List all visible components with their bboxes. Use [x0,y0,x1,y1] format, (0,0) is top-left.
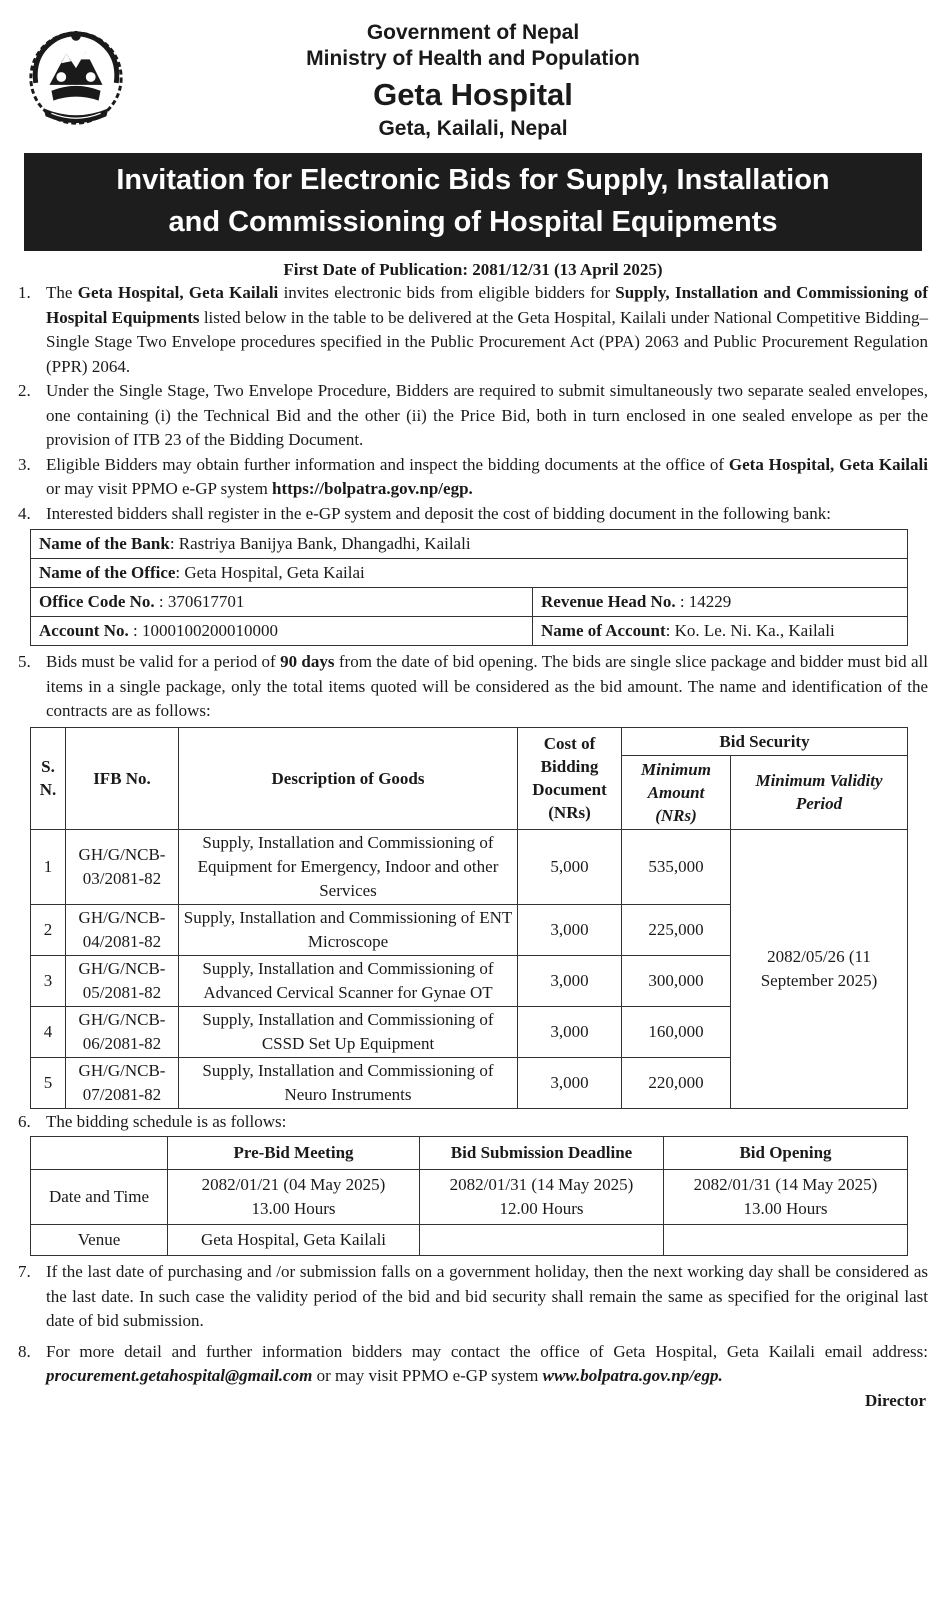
clause-2 [18,379,928,453]
cell-amount: 300,000 [622,955,731,1006]
office-code-cell: Office Code No. : 370617701 [31,588,533,617]
table-row [31,829,908,904]
table-row [31,617,908,646]
cell-description: Supply, Installation and Commissioning of ENT Microscope [179,904,518,955]
cell-description: Supply, Installation and Commissioning of CSSD Set Up Equipment [179,1006,518,1057]
cell-amount: 220,000 [622,1057,731,1108]
clause-text: Bids must be valid for a period of 90 days from the date of bid opening. The bids are single slice package and bidder must bid all items in a single package, only the total items quoted will be considered as the bid amount. The name and identification of the contracts are as follows: [46,652,928,720]
clause-text: Under the Single Stage, Two Envelope Procedure, Bidders are required to submit simultaneously two separate sealed envelopes, one containing (i) the Technical Bid and the other (ii) the Price Bid, both in turn enclosed in one sealed envelope as per the provision of ITB 23 of the Bidding Document. [46,381,928,449]
header-description: Description of Goods [179,727,518,829]
clause-7 [18,1260,928,1334]
cell-amount: 160,000 [622,1006,731,1057]
cell-cost: 3,000 [518,904,622,955]
cell-amount: 535,000 [622,829,731,904]
header-submission: Bid Submission Deadline [420,1137,664,1170]
header-prebid: Pre-Bid Meeting [168,1137,420,1170]
clause-text: The bidding schedule is as follows: [46,1111,287,1131]
row-label-date-time: Date and Time [31,1170,168,1225]
table-header-row [31,727,908,755]
cell-sn: 3 [31,955,66,1006]
cell-amount: 225,000 [622,904,731,955]
hospital-location: Geta, Kailali, Nepal [378,117,568,140]
cell-description: Supply, Installation and Commissioning of Neuro Instruments [179,1057,518,1108]
clause-number: 2. [18,381,31,400]
bank-name-cell: Name of the Bank: Rastriya Banijya Bank, Dhangadhi, Kailali [31,530,908,559]
cell-ifb: GH/G/NCB-03/2081-82 [66,829,179,904]
venue-empty-cell [420,1225,664,1256]
cell-cost: 5,000 [518,829,622,904]
banner-line-1: Invitation for Electronic Bids for Supply, Installation [116,164,830,196]
notice-page [18,14,928,1411]
clause-number: 5. [18,652,31,671]
cell-sn: 5 [31,1057,66,1108]
header-text [18,20,928,142]
publication-date: First Date of Publication: 2081/12/31 (13 April 2025) [283,260,663,279]
signature-director: Director [864,1390,926,1410]
clause-number: 8. [18,1341,31,1361]
clause-8 [18,1340,928,1389]
header-sn: S. N. [31,727,66,829]
cell-sn: 4 [31,1006,66,1057]
clause-1 [18,281,928,379]
egp-link[interactable]: https://bolpatra.gov.np/egp. [272,479,473,498]
clause-text: Eligible Bidders may obtain further information and inspect the bidding documents at the office of Geta Hospital, Geta Kailali or may visit PPMO e-GP system https://bolpatra.gov.np/egp. [46,454,928,498]
cell-ifb: GH/G/NCB-06/2081-82 [66,1006,179,1057]
header-opening: Bid Opening [664,1137,908,1170]
banner-line-2: and Commissioning of Hospital Equipments [168,206,778,238]
cell-ifb: GH/G/NCB-04/2081-82 [66,904,179,955]
email-link[interactable]: procurement.getahospital@gmail.com [46,1366,313,1385]
clause-text: For more detail and further information bidders may contact the office of Geta Hospital, Geta Kailali email address: procurement.getahospital@gmail.com or may visit PPMO e-GP system www.bolpatra.gov.np/egp. [46,1341,928,1385]
cell-validity: 2082/05/26 (11 September 2025) [731,829,908,1108]
submission-cell: 2082/01/31 (14 May 2025) 12.00 Hours [420,1170,664,1225]
clause-number: 3. [18,454,31,474]
cell-description: Supply, Installation and Commissioning of Advanced Cervical Scanner for Gynae OT [179,955,518,1006]
header-cost: Cost of Bidding Document (NRs) [518,727,622,829]
notice-title-banner [24,153,922,251]
header-bid-security: Bid Security [622,727,908,755]
clause-4 [18,502,928,527]
row-label-venue: Venue [31,1225,168,1256]
hospital-name: Geta Hospital [373,77,573,112]
clause-3 [18,453,928,502]
clause-number: 4. [18,503,31,523]
table-row [31,559,908,588]
clause-text: The Geta Hospital, Geta Kailali invites electronic bids from eligible bidders for Supply, Installation and Commissioning of Hospital Equipments listed below in the table to be delivered at the Geta Hospital, Kailali under National Competitive Bidding–Single Stage Two Envelope procedures specified in the Public Procurement Act (PPA) 2063 and Public Procurement Regulation (PPR) 2064. [46,283,928,376]
venue-empty-cell [664,1225,908,1256]
clause-6 [18,1110,928,1135]
table-row [31,588,908,617]
bidding-schedule-table [30,1136,908,1256]
header-min-validity: Minimum Validity Period [731,755,908,829]
goods-table [30,727,908,1109]
clause-text: If the last date of purchasing and /or submission falls on a government holiday, then the next working day shall be considered as the last date. In such case the validity period of the bid and bid security shall remain the same as specified for the original last date of bid submission. [46,1262,928,1330]
venue-cell: Geta Hospital, Geta Kailali [168,1225,420,1256]
account-number-cell: Account No. : 1000100200010000 [31,617,533,646]
table-row [31,530,908,559]
prebid-cell: 2082/01/21 (04 May 2025) 13.00 Hours [168,1170,420,1225]
account-name-cell: Name of Account: Ko. Le. Ni. Ka., Kailali [533,617,908,646]
table-row [31,1225,908,1256]
table-header-row [31,1137,908,1170]
government-name: Government of Nepal [366,21,580,44]
cell-cost: 3,000 [518,1057,622,1108]
cell-ifb: GH/G/NCB-05/2081-82 [66,955,179,1006]
opening-cell: 2082/01/31 (14 May 2025) 13.00 Hours [664,1170,908,1225]
clause-5 [18,650,928,724]
egp-link[interactable]: www.bolpatra.gov.np/egp. [542,1366,723,1385]
clause-text: Interested bidders shall register in the e-GP system and deposit the cost of bidding document in the following bank: [46,503,831,523]
office-name-cell: Name of the Office: Geta Hospital, Geta Kailai [31,559,908,588]
cell-cost: 3,000 [518,955,622,1006]
revenue-head-cell: Revenue Head No. : 14229 [533,588,908,617]
cell-description: Supply, Installation and Commissioning of Equipment for Emergency, Indoor and other Services [179,829,518,904]
cell-ifb: GH/G/NCB-07/2081-82 [66,1057,179,1108]
clause-number: 1. [18,283,31,302]
cell-sn: 1 [31,829,66,904]
bank-details-table [30,529,908,646]
cell-cost: 3,000 [518,1006,622,1057]
header-min-amount: Minimum Amount (NRs) [622,755,731,829]
cell-sn: 2 [31,904,66,955]
table-row [31,1170,908,1225]
notice-header [18,14,928,149]
clause-number: 7. [18,1262,31,1281]
clause-number: 6. [18,1111,31,1131]
header-blank [31,1137,168,1170]
ministry-name: Ministry of Health and Population [306,47,640,70]
header-ifb: IFB No. [66,727,179,829]
